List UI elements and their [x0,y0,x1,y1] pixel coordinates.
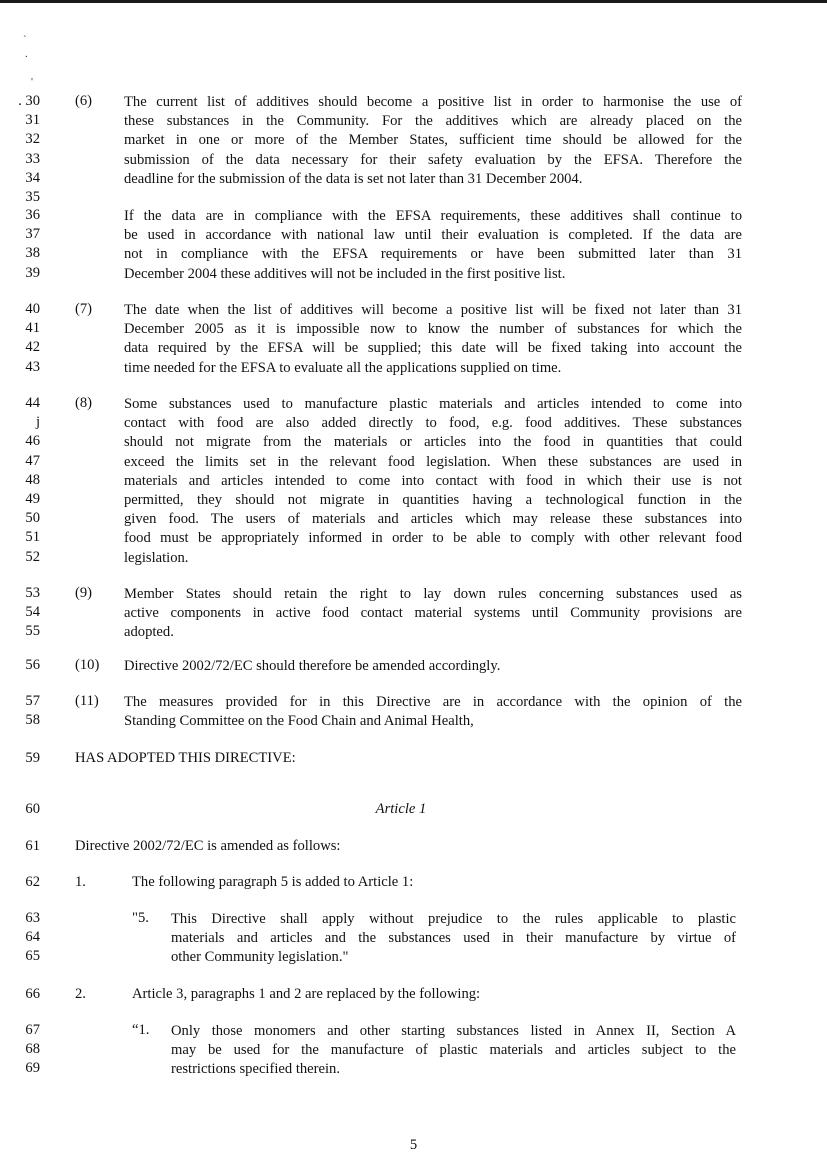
paragraph-8-line: permitted, they should not migrate in quantities having a technological function in the [124,492,742,508]
paragraph-6-continued-line: If the data are in compliance with the EFSA requirements, these additives shall continue to [124,208,742,224]
paragraph-7-line: The date when the list of additives will become a positive list will be fixed not later than 31 [124,302,742,318]
line-number: 49 [25,491,40,507]
item-2-text: Article 3, paragraphs 1 and 2 are replaced by the following: [132,986,481,1002]
item-1-text: The following paragraph 5 is added to Article 1: [132,874,414,890]
line-number: 48 [25,471,40,488]
line-number: 53 [25,585,40,601]
quoted-paragraph-1-line: may be used for the manufacture of plastic materials and articles subject to the [171,1042,736,1059]
paragraph-9-line: adopted. [124,624,174,641]
line-number: 58 [25,712,40,729]
paragraph-9-line: Member States should retain the right to lay down rules concerning substances used as [124,586,742,602]
line-number: 42 [25,339,40,356]
page-number: 5 [409,1137,418,1153]
line-number: 63 [25,910,40,926]
line-number: j [35,414,40,431]
paragraph-6-line: these substances in the Community. For the additives which are already placed on the [124,113,742,130]
line-number: 61 [25,838,40,854]
line-number: 59 [25,750,40,766]
line-number: 36 [25,207,40,223]
stray-mark: ` [23,34,27,46]
paragraph-6-continued-line: be used in accordance with national law until their evaluation is completed. If the data are [124,227,742,244]
line-number: 41 [25,320,40,337]
line-number: 47 [25,452,40,469]
paragraph-7-line: December 2005 as it is impossible now to know the number of substances for which the [124,321,742,338]
paragraph-10-line: Directive 2002/72/EC should therefore be amended accordingly. [124,658,501,674]
line-number: 67 [25,1022,40,1038]
quoted-paragraph-1-line: restrictions specified therein. [171,1061,340,1078]
paragraph-7-line: data required by the EFSA will be supplied; this date will be fixed taking into account the [124,340,742,357]
paragraph-8-line: should not migrate from the materials or articles into the food in quantities that could [124,434,742,451]
line-number: 56 [25,657,40,673]
quoted-paragraph-5-line: materials and articles and the substances used in their manufacture by virtue of [171,930,736,947]
line-number: . 30 [18,93,40,109]
line-number: 62 [25,874,40,890]
paragraph-11-line: Standing Committee on the Food Chain and Animal Health, [124,713,474,730]
line-number: 40 [25,301,40,317]
line-number: 50 [25,510,40,527]
line-number: 38 [25,245,40,262]
paragraph-8-number: (8) [75,395,93,411]
quoted-paragraph-5-number: "5. [132,910,149,926]
line-number: 44 [25,395,40,411]
line-number: 46 [25,433,40,450]
paragraph-8-line: Some substances used to manufacture plastic materials and articles intended to come into [124,396,742,412]
line-number: 33 [25,150,40,167]
paragraph-8-line: legislation. [124,549,189,566]
paragraph-10-number: (10) [75,657,100,673]
stray-mark: . [25,48,28,60]
paragraph-11-line: The measures provided for in this Directive are in accordance with the opinion of the [124,694,742,710]
paragraph-7-number: (7) [75,301,93,317]
line-number: 68 [25,1041,40,1058]
paragraph-6-line: deadline for the submission of the data is set not later than 31 December 2004. [124,170,583,187]
line-number: 39 [25,264,40,281]
paragraph-7-line: time needed for the EFSA to evaluate all the applications supplied on time. [124,359,562,376]
line-number: 64 [25,929,40,946]
line-number: 35 [25,189,40,205]
paragraph-11-number: (11) [75,693,99,709]
line-number: 55 [25,623,40,640]
paragraph-9-number: (9) [75,585,93,601]
line-number: 52 [25,548,40,565]
article-heading: Article 1 [375,801,427,817]
line-number: 51 [25,529,40,546]
line-number: 54 [25,604,40,621]
paragraph-6-continued-line: December 2004 these additives will not be included in the first positive list. [124,265,566,282]
paragraph-6-continued-line: not in compliance with the EFSA requirements or have been submitted later than 31 [124,246,742,263]
top-border [0,0,827,3]
paragraph-6-line: The current list of additives should become a positive list in order to harmonise the use of [124,94,742,110]
paragraph-6-line: submission of the data necessary for their safety evaluation by the EFSA. Therefore the [124,151,742,168]
item-2-number: 2. [75,986,86,1002]
line-number: 37 [25,226,40,243]
paragraph-8-line: contact with food are also added directly to food, e.g. food additives. These substances [124,415,742,432]
line-number: 57 [25,693,40,709]
item-1-number: 1. [75,874,86,890]
line-number: 66 [25,986,40,1002]
adopted-heading: HAS ADOPTED THIS DIRECTIVE: [75,750,296,766]
line-number: 60 [25,801,40,817]
paragraph-9-line: active components in active food contact material systems until Community provisions are [124,605,742,622]
paragraph-6-number: (6) [75,93,93,109]
quoted-paragraph-5-line: This Directive shall apply without prejudice to the rules applicable to plastic [171,911,736,927]
line-number: 31 [25,112,40,129]
line-number: 34 [25,169,40,186]
quoted-paragraph-1-line: Only those monomers and other starting substances listed in Annex II, Section A [171,1023,736,1039]
line-number: 32 [25,131,40,148]
paragraph-8-line: materials and articles intended to come into contact with food in which their use is not [124,472,742,489]
paragraph-6-line: market in one or more of the Member States, sufficient time should be allowed for the [124,132,742,149]
amendment-intro: Directive 2002/72/EC is amended as follows: [75,838,341,854]
line-number: 43 [25,358,40,375]
line-number: 65 [25,948,40,965]
paragraph-8-line: exceed the limits set in the relevant food legislation. When these substances are used in [124,453,742,470]
stray-mark: ' [31,76,33,88]
quoted-paragraph-5-line: other Community legislation." [171,949,349,966]
line-number: 69 [25,1060,40,1077]
quoted-paragraph-1-number: “1. [132,1022,150,1038]
paragraph-8-line: given food. The users of materials and articles which may release these substances into [124,511,742,528]
paragraph-8-line: food must be appropriately informed in order to be able to comply with other relevant food [124,530,742,547]
